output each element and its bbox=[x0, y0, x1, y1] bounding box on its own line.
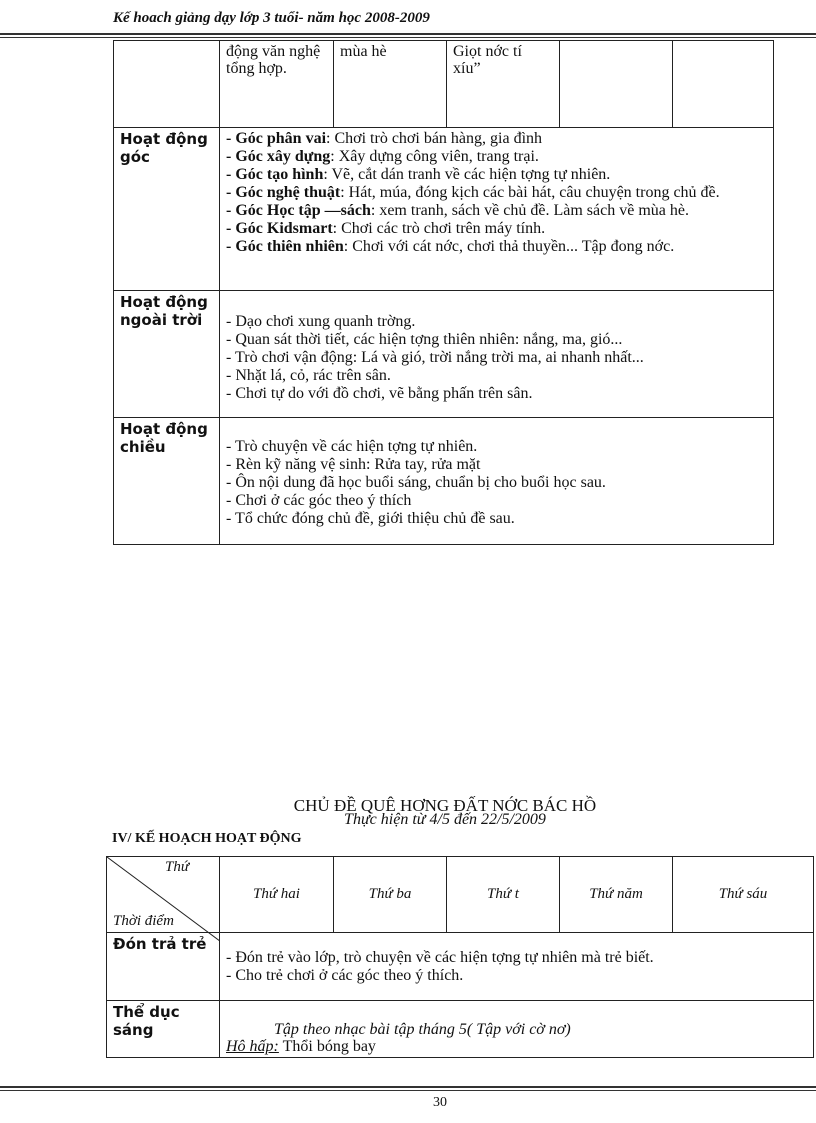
table-row bbox=[114, 41, 774, 128]
day-header: Thứ ba bbox=[334, 857, 447, 933]
table-header-row bbox=[107, 857, 814, 933]
header-rule bbox=[0, 33, 816, 38]
arrival-content bbox=[220, 933, 814, 1001]
day-header: Thứ hai bbox=[220, 857, 334, 933]
cell bbox=[560, 41, 673, 128]
breathing-text: Thổi bóng bay bbox=[278, 1038, 376, 1055]
running-header: Kế hoach giảng dạy lớp 3 tuổi- năm học 2008-2009 bbox=[113, 10, 430, 26]
cell: động văn nghệ tổng hợp. bbox=[220, 41, 334, 128]
activity-table-continued bbox=[113, 40, 774, 545]
day-header: Thứ năm bbox=[560, 857, 673, 933]
cell bbox=[673, 41, 774, 128]
corner-item bbox=[226, 184, 767, 202]
table-row bbox=[107, 1001, 814, 1058]
cell: mùa hè bbox=[334, 41, 447, 128]
corner-name: - Góc nghệ thuật bbox=[226, 184, 341, 201]
weekly-plan-table bbox=[106, 856, 814, 1058]
corner-cell bbox=[107, 857, 220, 933]
corner-name: - Góc xây dựng bbox=[226, 148, 331, 165]
table-row bbox=[114, 128, 774, 291]
line bbox=[226, 1038, 807, 1055]
row-label: Hoạt động góc bbox=[114, 128, 220, 291]
outdoor-activities bbox=[220, 291, 774, 418]
line: - Trò chuyện về các hiện tợng tự nhiên. bbox=[226, 438, 478, 455]
row-label: Hoạt động ngoài trời bbox=[114, 291, 220, 418]
line: - Rèn kỹ năng vệ sinh: Rửa tay, rửa mặt bbox=[226, 456, 481, 473]
corner-description: : Chơi các trò chơi trên máy tính. bbox=[332, 220, 546, 237]
exercise-content bbox=[220, 1001, 814, 1058]
line: - Tổ chức đóng chủ đề, giới thiệu chủ đề sau. bbox=[226, 510, 515, 527]
breathing-label: Hô hấp: bbox=[226, 1038, 279, 1055]
line: - Ôn nội dung đã học buổi sáng, chuẩn bị cho buổi học sau. bbox=[226, 474, 606, 491]
corner-top-label: Thứ bbox=[165, 859, 190, 875]
line: - Cho trẻ chơi ở các góc theo ý thích. bbox=[226, 967, 464, 984]
corner-bottom-label: Thời điểm bbox=[113, 913, 174, 929]
corner-name: - Góc phân vai bbox=[226, 130, 327, 147]
corner-name: - Góc Học tập —sách bbox=[226, 202, 371, 219]
corner-name: - Góc thiên nhiên bbox=[226, 238, 344, 255]
corner-description: : Vẽ, cắt dán tranh về các hiện tợng tự nhiên. bbox=[323, 166, 611, 183]
corner-description: : Chơi với cát nớc, chơi thả thuyền... Tập đong nớc. bbox=[343, 238, 675, 255]
cell: Giọt nớc tí xíu” bbox=[447, 41, 560, 128]
table-row bbox=[114, 291, 774, 418]
row-label: Thể dục sáng bbox=[107, 1001, 220, 1058]
day-header: Thứ sáu bbox=[673, 857, 814, 933]
diagonal-line bbox=[107, 857, 220, 957]
corner-item bbox=[226, 238, 767, 256]
corner-description: : xem tranh, sách về chủ đề. Làm sách về mùa hè. bbox=[370, 202, 689, 219]
corner-item bbox=[226, 166, 767, 184]
corner-name: - Góc Kidsmart bbox=[226, 220, 333, 237]
corner-description: : Chơi trò chơi bán hàng, gia đình bbox=[326, 130, 543, 147]
cell bbox=[114, 41, 220, 128]
topic-subtitle: Thực hiện từ 4/5 đến 22/5/2009 bbox=[344, 811, 546, 828]
line: - Dạo chơi xung quanh trờng. bbox=[226, 313, 416, 330]
line: - Nhặt lá, cỏ, rác trên sân. bbox=[226, 367, 391, 384]
page-number: 30 bbox=[433, 1095, 447, 1110]
corner-item bbox=[226, 148, 767, 166]
section-heading: IV/ KẾ HOẠCH HOẠT ĐỘNG bbox=[112, 831, 302, 846]
line: - Chơi ở các góc theo ý thích bbox=[226, 492, 412, 509]
row-label: Hoạt động chiều bbox=[114, 418, 220, 545]
line: - Đón trẻ vào lớp, trò chuyện về các hiện tợng tự nhiên mà trẻ biết. bbox=[226, 949, 654, 966]
corner-activities bbox=[220, 128, 774, 291]
line: Tập theo nhạc bài tập tháng 5( Tập với cờ nơ) bbox=[274, 1021, 571, 1038]
topic-title: CHỦ ĐỀ QUÊ HƠNG ĐẤT NỚC BÁC HỒ bbox=[293, 796, 597, 815]
corner-item bbox=[226, 202, 767, 220]
line: - Chơi tự do với đồ chơi, vẽ bằng phấn trên sân. bbox=[226, 385, 533, 402]
line: - Quan sát thời tiết, các hiện tợng thiên nhiên: nắng, ma, gió... bbox=[226, 331, 623, 348]
corner-name: - Góc tạo hình bbox=[226, 166, 324, 183]
afternoon-activities bbox=[220, 418, 774, 545]
corner-description: : Xây dựng công viên, trang trại. bbox=[330, 148, 539, 165]
corner-item bbox=[226, 220, 767, 238]
table-row bbox=[114, 418, 774, 545]
footer-rule bbox=[0, 1086, 816, 1091]
corner-description: : Hát, múa, đóng kịch các bài hát, câu chuyện trong chủ đề. bbox=[340, 184, 720, 201]
row-label: Đón trả trẻ bbox=[107, 933, 220, 1001]
line: - Trò chơi vận động: Lá và gió, trời nắng trời ma, ai nhanh nhất... bbox=[226, 349, 644, 366]
day-header: Thứ t bbox=[447, 857, 560, 933]
corner-item bbox=[226, 130, 767, 148]
